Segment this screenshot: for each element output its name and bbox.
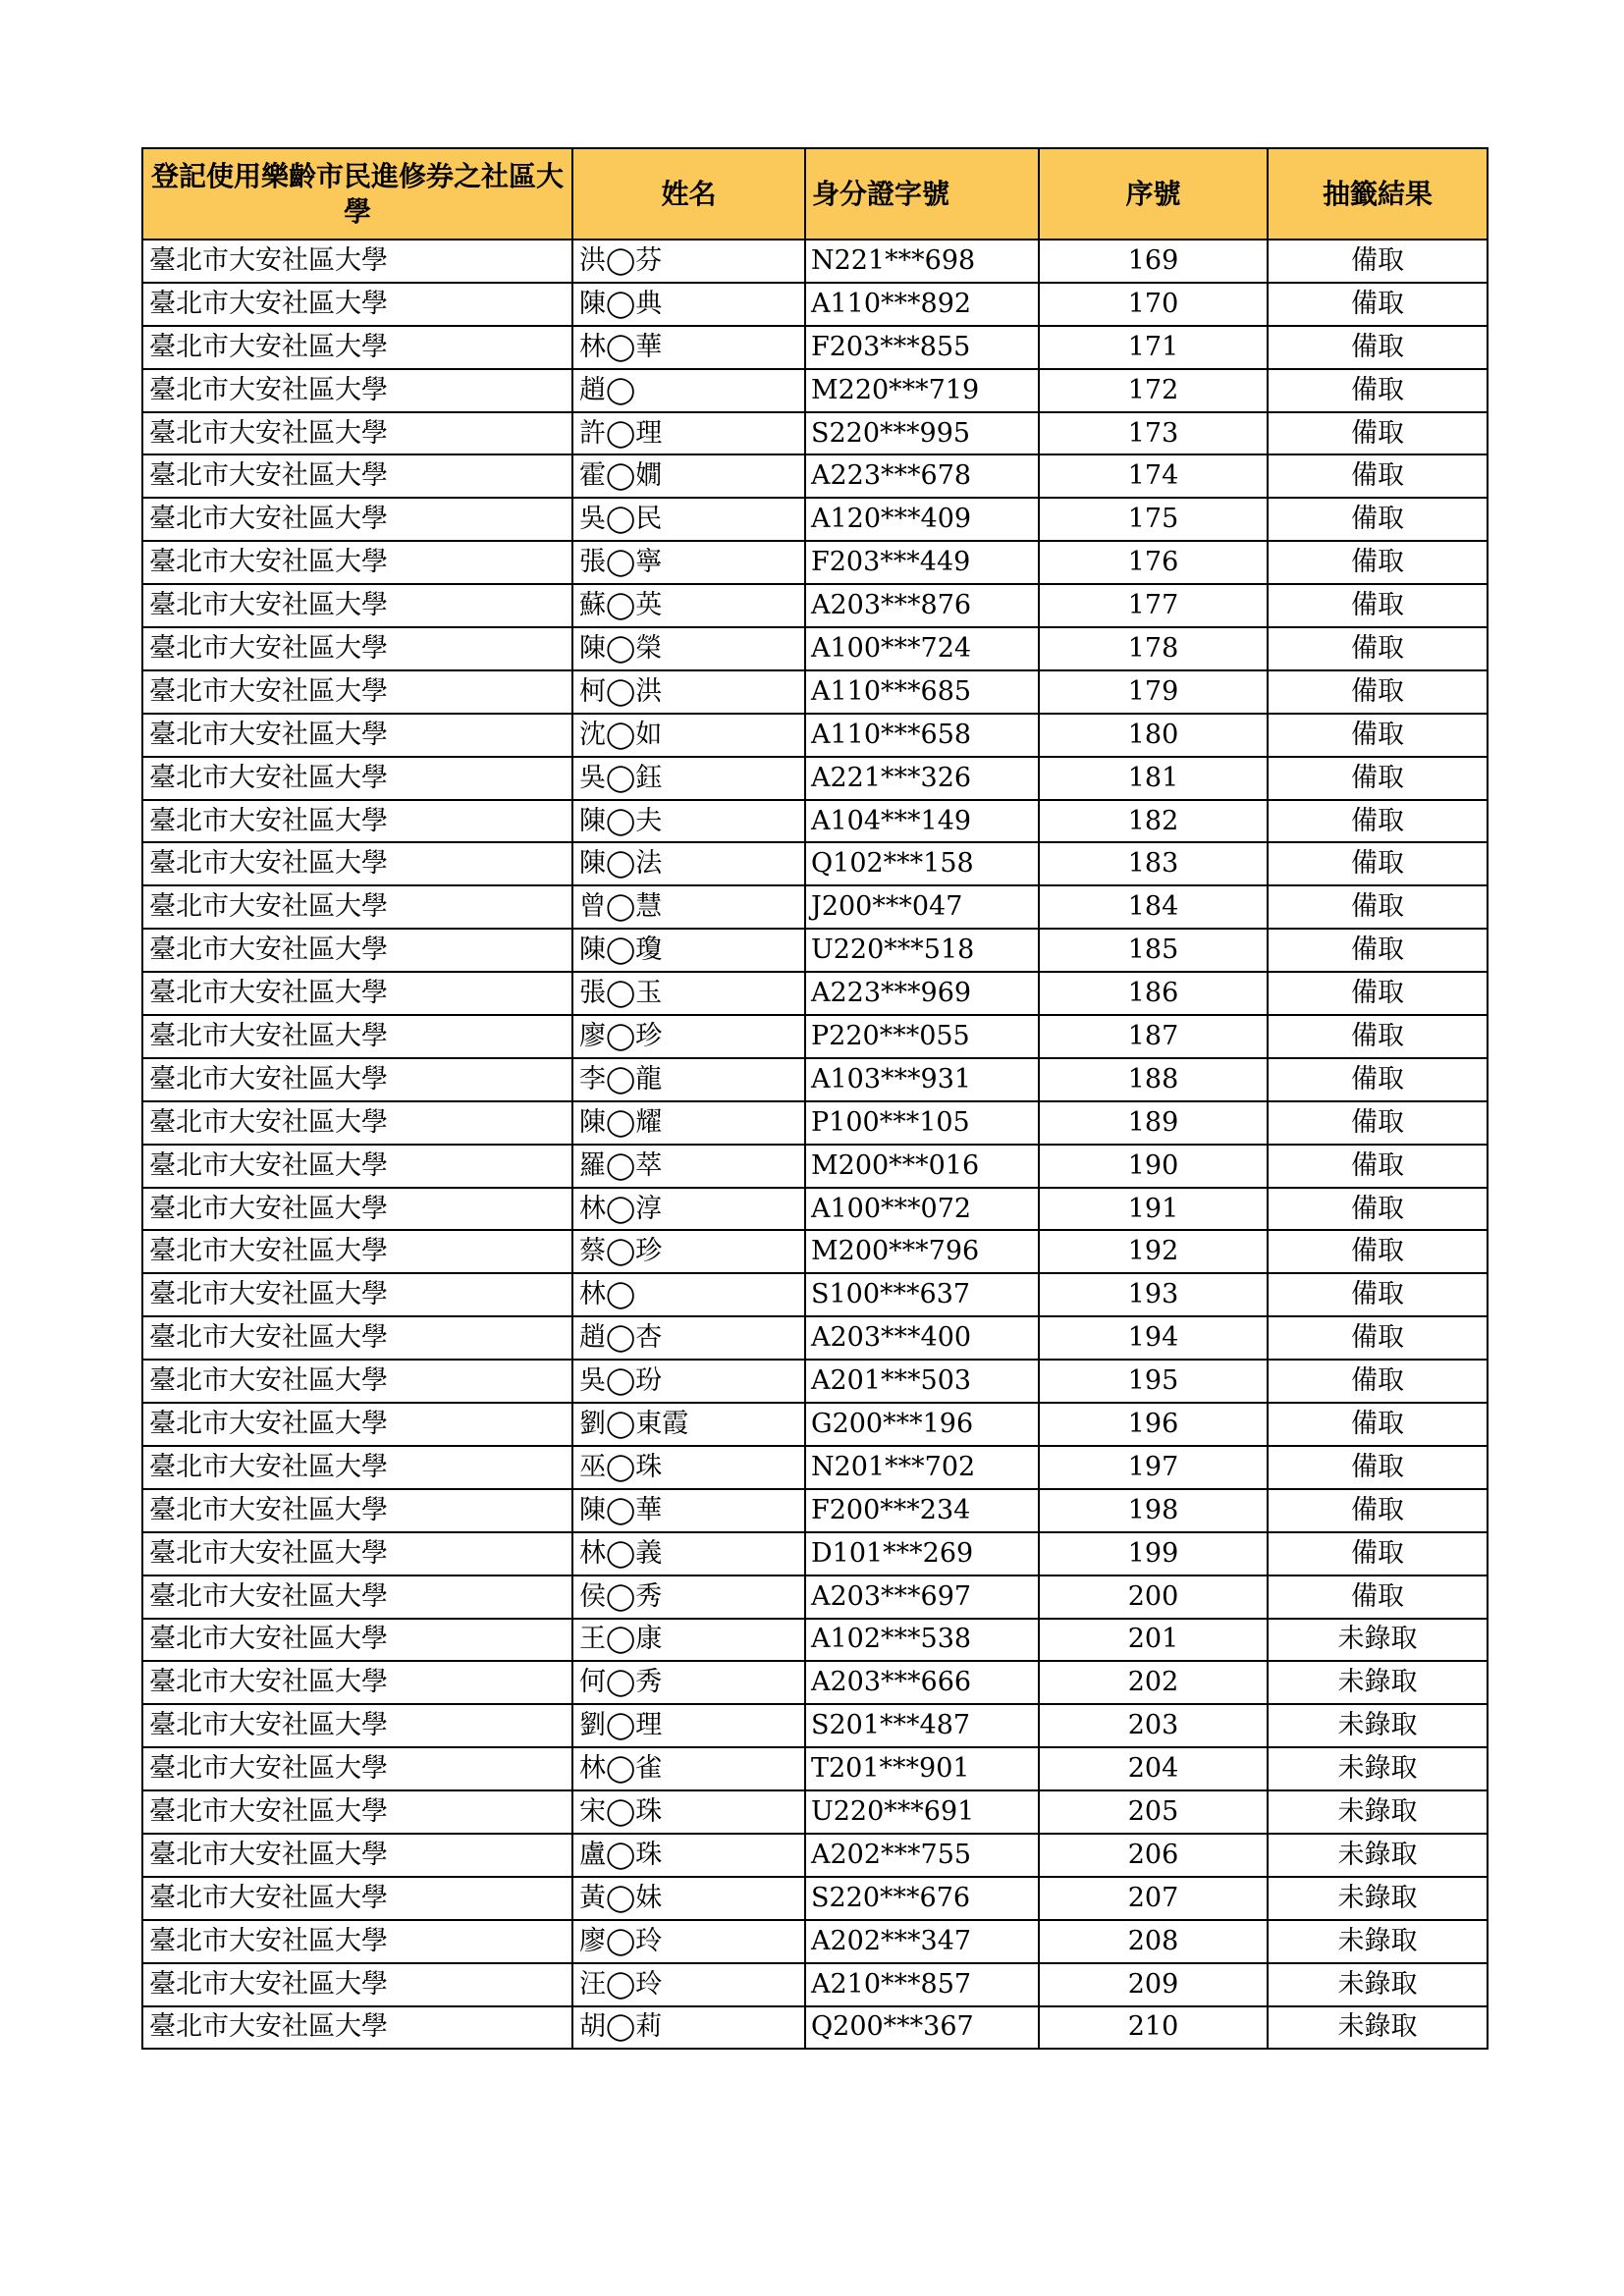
cell-school: 臺北市大安社區大學 — [142, 1015, 572, 1058]
cell-school: 臺北市大安社區大學 — [142, 972, 572, 1015]
cell-result: 未錄取 — [1268, 1747, 1488, 1790]
cell-name: 張◯寧 — [572, 541, 805, 584]
table-row — [142, 1316, 1488, 1360]
cell-name: 林◯華 — [572, 326, 805, 369]
table-row — [142, 800, 1488, 843]
cell-name: 羅◯萃 — [572, 1145, 805, 1188]
cell-sequence: 196 — [1039, 1403, 1268, 1446]
cell-sequence: 201 — [1039, 1619, 1268, 1662]
cell-name: 陳◯典 — [572, 283, 805, 326]
cell-school: 臺北市大安社區大學 — [142, 2006, 572, 2050]
cell-result: 備取 — [1268, 1446, 1488, 1489]
cell-sequence: 194 — [1039, 1316, 1268, 1360]
cell-id-number: M220***719 — [805, 369, 1039, 412]
cell-sequence: 181 — [1039, 757, 1268, 800]
cell-sequence: 172 — [1039, 369, 1268, 412]
cell-sequence: 170 — [1039, 283, 1268, 326]
cell-school: 臺北市大安社區大學 — [142, 670, 572, 714]
table-row — [142, 670, 1488, 714]
cell-school: 臺北市大安社區大學 — [142, 842, 572, 885]
cell-sequence: 202 — [1039, 1661, 1268, 1704]
cell-name: 王◯康 — [572, 1619, 805, 1662]
cell-result: 備取 — [1268, 1575, 1488, 1619]
table-row — [142, 326, 1488, 369]
cell-school: 臺北市大安社區大學 — [142, 1145, 572, 1188]
table-row — [142, 1619, 1488, 1662]
cell-name: 沈◯如 — [572, 714, 805, 757]
cell-sequence: 207 — [1039, 1877, 1268, 1920]
cell-school: 臺北市大安社區大學 — [142, 1575, 572, 1619]
header-row — [142, 148, 1488, 240]
cell-result: 備取 — [1268, 800, 1488, 843]
table-row — [142, 1575, 1488, 1619]
cell-result: 備取 — [1268, 454, 1488, 498]
cell-name: 蔡◯珍 — [572, 1230, 805, 1273]
cell-id-number: A203***876 — [805, 584, 1039, 627]
cell-result: 備取 — [1268, 1316, 1488, 1360]
cell-sequence: 182 — [1039, 800, 1268, 843]
header-result: 抽籤結果 — [1268, 148, 1488, 240]
cell-school: 臺北市大安社區大學 — [142, 929, 572, 972]
cell-school: 臺北市大安社區大學 — [142, 1273, 572, 1316]
cell-id-number: Q102***158 — [805, 842, 1039, 885]
cell-school: 臺北市大安社區大學 — [142, 1101, 572, 1145]
cell-id-number: U220***691 — [805, 1790, 1039, 1834]
cell-name: 許◯理 — [572, 412, 805, 455]
cell-school: 臺北市大安社區大學 — [142, 1489, 572, 1532]
cell-sequence: 189 — [1039, 1101, 1268, 1145]
cell-name: 柯◯洪 — [572, 670, 805, 714]
cell-id-number: F203***449 — [805, 541, 1039, 584]
cell-sequence: 190 — [1039, 1145, 1268, 1188]
cell-id-number: A203***697 — [805, 1575, 1039, 1619]
cell-result: 備取 — [1268, 1101, 1488, 1145]
cell-school: 臺北市大安社區大學 — [142, 1532, 572, 1575]
cell-school: 臺北市大安社區大學 — [142, 1058, 572, 1101]
table-row — [142, 240, 1488, 283]
cell-id-number: G200***196 — [805, 1403, 1039, 1446]
cell-school: 臺北市大安社區大學 — [142, 1360, 572, 1403]
cell-result: 未錄取 — [1268, 1790, 1488, 1834]
cell-id-number: A201***503 — [805, 1360, 1039, 1403]
cell-result: 備取 — [1268, 1145, 1488, 1188]
cell-id-number: S201***487 — [805, 1704, 1039, 1747]
cell-sequence: 178 — [1039, 627, 1268, 670]
cell-id-number: A110***892 — [805, 283, 1039, 326]
cell-name: 陳◯瓊 — [572, 929, 805, 972]
cell-name: 陳◯夫 — [572, 800, 805, 843]
table-row — [142, 627, 1488, 670]
header-id-number: 身分證字號 — [805, 148, 1039, 240]
cell-name: 何◯秀 — [572, 1661, 805, 1704]
cell-id-number: A210***857 — [805, 1963, 1039, 2006]
cell-sequence: 208 — [1039, 1920, 1268, 1963]
cell-name: 廖◯珍 — [572, 1015, 805, 1058]
cell-result: 備取 — [1268, 1058, 1488, 1101]
cell-result: 備取 — [1268, 584, 1488, 627]
cell-sequence: 192 — [1039, 1230, 1268, 1273]
cell-id-number: S220***995 — [805, 412, 1039, 455]
cell-sequence: 209 — [1039, 1963, 1268, 2006]
table-row — [142, 454, 1488, 498]
cell-name: 林◯義 — [572, 1532, 805, 1575]
cell-result: 備取 — [1268, 1230, 1488, 1273]
cell-school: 臺北市大安社區大學 — [142, 240, 572, 283]
cell-name: 趙◯ — [572, 369, 805, 412]
cell-sequence: 200 — [1039, 1575, 1268, 1619]
table-row — [142, 1661, 1488, 1704]
cell-sequence: 187 — [1039, 1015, 1268, 1058]
cell-school: 臺北市大安社區大學 — [142, 1920, 572, 1963]
cell-name: 蘇◯英 — [572, 584, 805, 627]
cell-school: 臺北市大安社區大學 — [142, 1619, 572, 1662]
table-row — [142, 2006, 1488, 2050]
table-row — [142, 1230, 1488, 1273]
cell-school: 臺北市大安社區大學 — [142, 627, 572, 670]
table-row — [142, 283, 1488, 326]
table-body — [142, 240, 1488, 2049]
table-row — [142, 1920, 1488, 1963]
cell-name: 汪◯玲 — [572, 1963, 805, 2006]
cell-id-number: A110***658 — [805, 714, 1039, 757]
cell-name: 陳◯華 — [572, 1489, 805, 1532]
cell-name: 劉◯東霞 — [572, 1403, 805, 1446]
cell-result: 備取 — [1268, 412, 1488, 455]
cell-id-number: A100***724 — [805, 627, 1039, 670]
table-row — [142, 1403, 1488, 1446]
cell-id-number: A223***969 — [805, 972, 1039, 1015]
cell-sequence: 203 — [1039, 1704, 1268, 1747]
cell-name: 盧◯珠 — [572, 1834, 805, 1877]
cell-school: 臺北市大安社區大學 — [142, 498, 572, 541]
cell-school: 臺北市大安社區大學 — [142, 1661, 572, 1704]
cell-name: 巫◯珠 — [572, 1446, 805, 1489]
cell-result: 未錄取 — [1268, 1920, 1488, 1963]
cell-sequence: 198 — [1039, 1489, 1268, 1532]
cell-sequence: 197 — [1039, 1446, 1268, 1489]
cell-result: 備取 — [1268, 714, 1488, 757]
header-school: 登記使用樂齡市民進修券之社區大學 — [142, 148, 572, 240]
cell-result: 未錄取 — [1268, 1963, 1488, 2006]
cell-result: 備取 — [1268, 1273, 1488, 1316]
cell-sequence: 185 — [1039, 929, 1268, 972]
cell-id-number: F203***855 — [805, 326, 1039, 369]
cell-sequence: 176 — [1039, 541, 1268, 584]
cell-name: 霍◯嫺 — [572, 454, 805, 498]
cell-school: 臺北市大安社區大學 — [142, 1790, 572, 1834]
cell-sequence: 173 — [1039, 412, 1268, 455]
cell-result: 未錄取 — [1268, 1704, 1488, 1747]
cell-school: 臺北市大安社區大學 — [142, 1188, 572, 1231]
cell-name: 趙◯杏 — [572, 1316, 805, 1360]
cell-sequence: 179 — [1039, 670, 1268, 714]
cell-sequence: 169 — [1039, 240, 1268, 283]
lottery-results-table — [141, 147, 1489, 2050]
cell-sequence: 188 — [1039, 1058, 1268, 1101]
cell-school: 臺北市大安社區大學 — [142, 1834, 572, 1877]
table-row — [142, 1834, 1488, 1877]
cell-result: 備取 — [1268, 283, 1488, 326]
cell-id-number: A120***409 — [805, 498, 1039, 541]
table-row — [142, 1446, 1488, 1489]
table-header — [142, 148, 1488, 240]
cell-result: 備取 — [1268, 541, 1488, 584]
cell-name: 陳◯榮 — [572, 627, 805, 670]
header-sequence: 序號 — [1039, 148, 1268, 240]
table-row — [142, 714, 1488, 757]
table-row — [142, 1877, 1488, 1920]
cell-school: 臺北市大安社區大學 — [142, 1704, 572, 1747]
cell-name: 張◯玉 — [572, 972, 805, 1015]
cell-id-number: A110***685 — [805, 670, 1039, 714]
cell-name: 吳◯民 — [572, 498, 805, 541]
cell-sequence: 199 — [1039, 1532, 1268, 1575]
cell-school: 臺北市大安社區大學 — [142, 714, 572, 757]
cell-sequence: 186 — [1039, 972, 1268, 1015]
cell-name: 林◯淳 — [572, 1188, 805, 1231]
cell-sequence: 205 — [1039, 1790, 1268, 1834]
table-row — [142, 885, 1488, 929]
cell-school: 臺北市大安社區大學 — [142, 1230, 572, 1273]
table-row — [142, 757, 1488, 800]
cell-result: 未錄取 — [1268, 1661, 1488, 1704]
cell-id-number: A202***755 — [805, 1834, 1039, 1877]
cell-school: 臺北市大安社區大學 — [142, 757, 572, 800]
cell-name: 洪◯芬 — [572, 240, 805, 283]
table-row — [142, 412, 1488, 455]
cell-name: 廖◯玲 — [572, 1920, 805, 1963]
cell-id-number: S100***637 — [805, 1273, 1039, 1316]
cell-name: 侯◯秀 — [572, 1575, 805, 1619]
cell-school: 臺北市大安社區大學 — [142, 412, 572, 455]
cell-result: 備取 — [1268, 1360, 1488, 1403]
cell-name: 林◯ — [572, 1273, 805, 1316]
cell-sequence: 180 — [1039, 714, 1268, 757]
table-row — [142, 1101, 1488, 1145]
cell-id-number: M200***796 — [805, 1230, 1039, 1273]
cell-id-number: A202***347 — [805, 1920, 1039, 1963]
cell-sequence: 171 — [1039, 326, 1268, 369]
cell-result: 備取 — [1268, 757, 1488, 800]
cell-result: 備取 — [1268, 369, 1488, 412]
cell-school: 臺北市大安社區大學 — [142, 1747, 572, 1790]
table-row — [142, 1145, 1488, 1188]
cell-school: 臺北市大安社區大學 — [142, 1877, 572, 1920]
cell-id-number: A102***538 — [805, 1619, 1039, 1662]
cell-name: 陳◯耀 — [572, 1101, 805, 1145]
table-row — [142, 1360, 1488, 1403]
cell-id-number: F200***234 — [805, 1489, 1039, 1532]
cell-sequence: 184 — [1039, 885, 1268, 929]
cell-school: 臺北市大安社區大學 — [142, 1316, 572, 1360]
cell-id-number: A223***678 — [805, 454, 1039, 498]
cell-sequence: 193 — [1039, 1273, 1268, 1316]
cell-name: 曾◯慧 — [572, 885, 805, 929]
cell-name: 胡◯莉 — [572, 2006, 805, 2050]
table-row — [142, 929, 1488, 972]
cell-sequence: 177 — [1039, 584, 1268, 627]
cell-sequence: 206 — [1039, 1834, 1268, 1877]
cell-id-number: N221***698 — [805, 240, 1039, 283]
cell-name: 陳◯法 — [572, 842, 805, 885]
cell-result: 未錄取 — [1268, 1877, 1488, 1920]
cell-school: 臺北市大安社區大學 — [142, 454, 572, 498]
cell-id-number: U220***518 — [805, 929, 1039, 972]
cell-school: 臺北市大安社區大學 — [142, 584, 572, 627]
cell-id-number: A221***326 — [805, 757, 1039, 800]
cell-id-number: J200***047 — [805, 885, 1039, 929]
cell-result: 備取 — [1268, 1015, 1488, 1058]
cell-result: 備取 — [1268, 326, 1488, 369]
cell-school: 臺北市大安社區大學 — [142, 1963, 572, 2006]
table-row — [142, 498, 1488, 541]
cell-sequence: 183 — [1039, 842, 1268, 885]
cell-sequence: 174 — [1039, 454, 1268, 498]
cell-id-number: T201***901 — [805, 1747, 1039, 1790]
cell-school: 臺北市大安社區大學 — [142, 326, 572, 369]
table-row — [142, 1532, 1488, 1575]
table-row — [142, 1273, 1488, 1316]
table-row — [142, 1015, 1488, 1058]
cell-result: 備取 — [1268, 240, 1488, 283]
cell-result: 備取 — [1268, 1489, 1488, 1532]
cell-sequence: 175 — [1039, 498, 1268, 541]
cell-result: 未錄取 — [1268, 1834, 1488, 1877]
cell-name: 林◯雀 — [572, 1747, 805, 1790]
cell-result: 備取 — [1268, 498, 1488, 541]
cell-id-number: P220***055 — [805, 1015, 1039, 1058]
cell-result: 備取 — [1268, 1188, 1488, 1231]
table-row — [142, 1058, 1488, 1101]
cell-name: 李◯龍 — [572, 1058, 805, 1101]
cell-result: 未錄取 — [1268, 1619, 1488, 1662]
cell-school: 臺北市大安社區大學 — [142, 1403, 572, 1446]
cell-school: 臺北市大安社區大學 — [142, 885, 572, 929]
cell-id-number: P100***105 — [805, 1101, 1039, 1145]
table-row — [142, 972, 1488, 1015]
table-row — [142, 1747, 1488, 1790]
cell-id-number: A203***666 — [805, 1661, 1039, 1704]
cell-result: 備取 — [1268, 972, 1488, 1015]
cell-id-number: A103***931 — [805, 1058, 1039, 1101]
cell-school: 臺北市大安社區大學 — [142, 1446, 572, 1489]
cell-id-number: S220***676 — [805, 1877, 1039, 1920]
cell-result: 備取 — [1268, 627, 1488, 670]
cell-name: 宋◯珠 — [572, 1790, 805, 1834]
table-row — [142, 1963, 1488, 2006]
cell-sequence: 195 — [1039, 1360, 1268, 1403]
cell-sequence: 204 — [1039, 1747, 1268, 1790]
header-name: 姓名 — [572, 148, 805, 240]
cell-id-number: M200***016 — [805, 1145, 1039, 1188]
table-row — [142, 1790, 1488, 1834]
cell-result: 備取 — [1268, 670, 1488, 714]
cell-school: 臺北市大安社區大學 — [142, 800, 572, 843]
table-row — [142, 541, 1488, 584]
cell-id-number: A104***149 — [805, 800, 1039, 843]
table-row — [142, 842, 1488, 885]
table-row — [142, 584, 1488, 627]
cell-name: 劉◯理 — [572, 1704, 805, 1747]
cell-result: 備取 — [1268, 885, 1488, 929]
cell-id-number: A100***072 — [805, 1188, 1039, 1231]
cell-school: 臺北市大安社區大學 — [142, 283, 572, 326]
cell-result: 備取 — [1268, 929, 1488, 972]
cell-id-number: Q200***367 — [805, 2006, 1039, 2050]
table-row — [142, 1489, 1488, 1532]
cell-result: 備取 — [1268, 842, 1488, 885]
table-row — [142, 1704, 1488, 1747]
cell-sequence: 210 — [1039, 2006, 1268, 2050]
cell-name: 吳◯玢 — [572, 1360, 805, 1403]
table-row — [142, 1188, 1488, 1231]
cell-school: 臺北市大安社區大學 — [142, 541, 572, 584]
table-row — [142, 369, 1488, 412]
cell-id-number: N201***702 — [805, 1446, 1039, 1489]
cell-name: 吳◯鈺 — [572, 757, 805, 800]
cell-id-number: A203***400 — [805, 1316, 1039, 1360]
cell-result: 備取 — [1268, 1403, 1488, 1446]
cell-id-number: D101***269 — [805, 1532, 1039, 1575]
cell-school: 臺北市大安社區大學 — [142, 369, 572, 412]
cell-result: 備取 — [1268, 1532, 1488, 1575]
cell-sequence: 191 — [1039, 1188, 1268, 1231]
cell-name: 黃◯妹 — [572, 1877, 805, 1920]
cell-result: 未錄取 — [1268, 2006, 1488, 2050]
